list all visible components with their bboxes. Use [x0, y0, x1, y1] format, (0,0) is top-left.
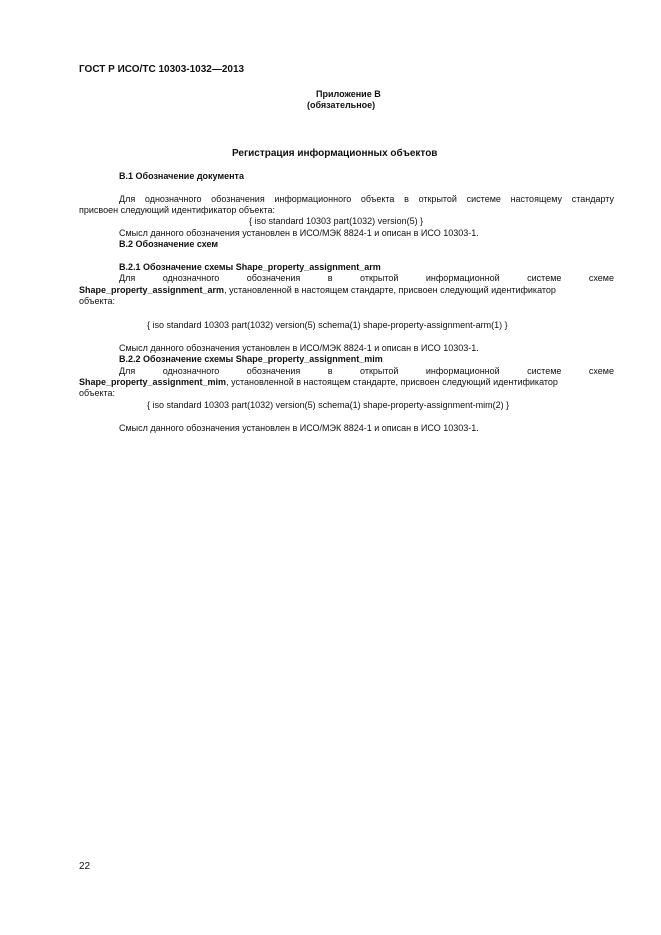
document-code: ГОСТ Р ИСО/ТС 10303-1032—2013: [79, 64, 245, 75]
word: в: [327, 366, 333, 376]
section-b21-meaning: Смысл данного обозначения установлен в ИСО/МЭК 8824-1 и описан в ИСО 10303-1.: [119, 343, 479, 353]
word: информационной: [425, 366, 500, 376]
word: открытой: [360, 273, 399, 283]
section-b21-para-line1: [119, 273, 614, 284]
word: Для: [119, 273, 136, 283]
section-b1-para-line2: присвоен следующий идентификатор объекта:: [79, 205, 275, 215]
section-b1-para-line1: Для однозначного обозначения информационного объекта в открытой системе настоящему стандарту: [119, 194, 614, 204]
page-number: 22: [79, 861, 91, 872]
section-b1-heading: В.1 Обозначение документа: [119, 171, 244, 181]
section-b21-para-line3: объекта:: [79, 296, 116, 306]
word: обозначения: [246, 273, 301, 283]
word: схеме: [588, 366, 614, 376]
section-b1-meaning: Смысл данного обозначения установлен в ИСО/МЭК 8824-1 и описан в ИСО 10303-1.: [119, 228, 479, 238]
section-b2-heading: В.2 Обозначение схем: [119, 239, 219, 249]
para-text: , установленной в настоящем стандарте, присвоен следующий идентификатор: [226, 377, 558, 387]
word: однозначного: [162, 366, 220, 376]
word: обозначения: [246, 366, 301, 376]
word: информационной: [425, 273, 500, 283]
annex-status: (обязательное): [307, 100, 376, 110]
word: Для: [119, 366, 136, 376]
annex-title: Приложение В: [316, 89, 381, 99]
section-b22-identifier: { iso standard 10303 part(1032) version(5) schema(1) shape-property-assignment-mim(2) }: [147, 400, 510, 410]
section-b22-para-line3: объекта:: [79, 388, 116, 398]
schema-name: Shape_property_assignment_arm: [79, 285, 225, 295]
word: однозначного: [162, 273, 220, 283]
section-b21-heading: В.2.1 Обозначение схемы Shape_property_assignment_arm: [119, 262, 381, 272]
section-b22-para-line1: [119, 366, 614, 377]
section-b21-identifier: { iso standard 10303 part(1032) version(5) schema(1) shape-property-assignment-arm(1) }: [147, 320, 508, 330]
section-b22-para-line2: [79, 377, 558, 388]
section-b21-para-line2: [79, 285, 556, 296]
word: в: [327, 273, 333, 283]
word: схеме: [588, 273, 614, 283]
para-text: , установленной в настоящем стандарте, присвоен следующий идентификатор: [224, 285, 556, 295]
word: системе: [527, 366, 562, 376]
section-b22-heading: В.2.2 Обозначение схемы Shape_property_assignment_mim: [119, 354, 383, 364]
section-b22-meaning: Смысл данного обозначения установлен в ИСО/МЭК 8824-1 и описан в ИСО 10303-1.: [119, 423, 479, 433]
word: открытой: [360, 366, 399, 376]
section-b1-identifier: { iso standard 10303 part(1032) version(5) }: [249, 216, 424, 226]
annex-heading: Регистрация информационных объектов: [232, 148, 438, 159]
schema-name: Shape_property_assignment_mim: [79, 377, 227, 387]
word: системе: [527, 273, 562, 283]
